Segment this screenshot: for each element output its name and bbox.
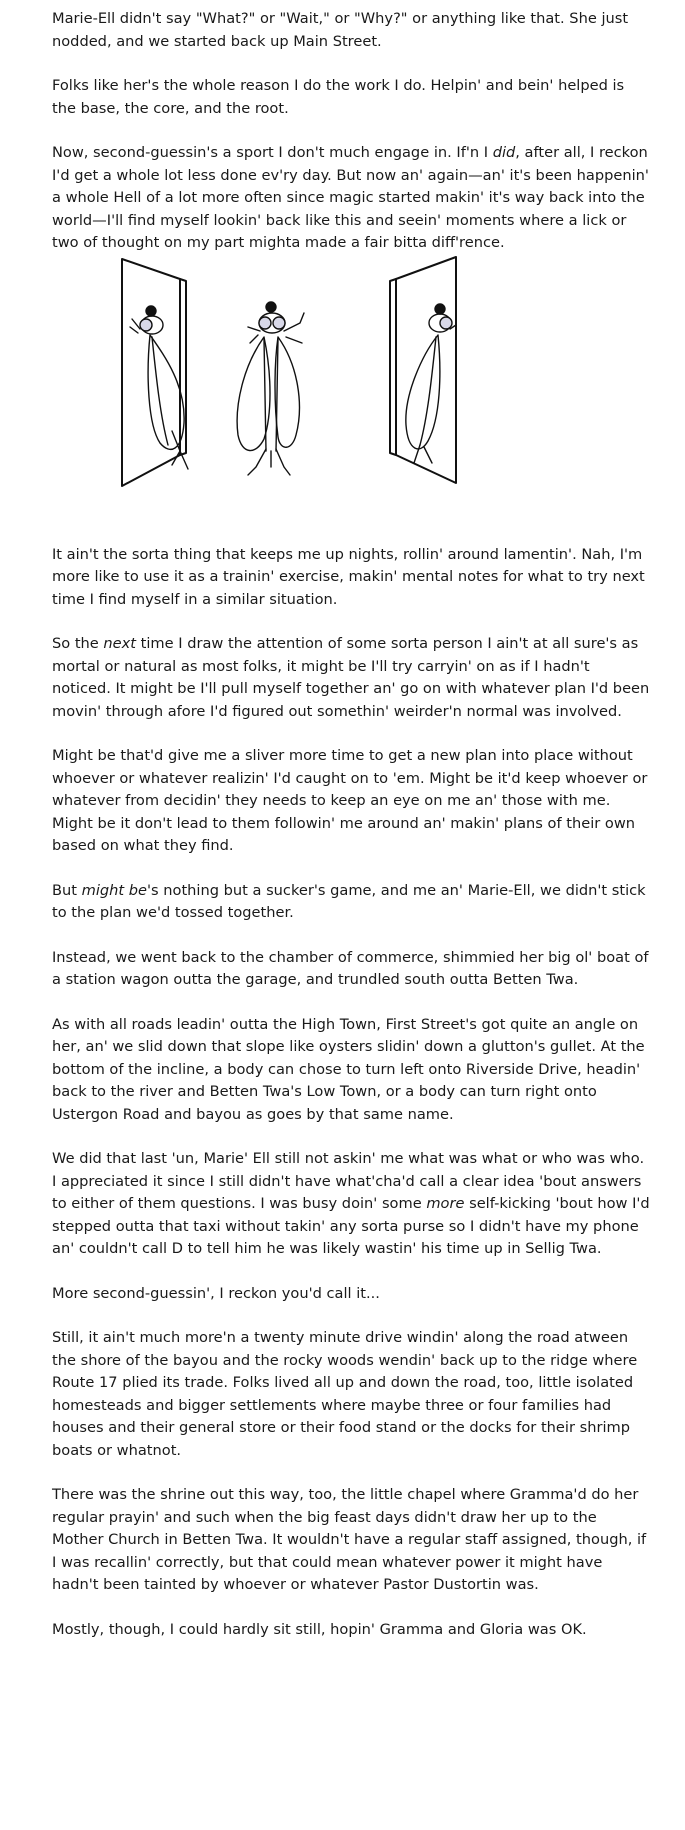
center-fly-icon <box>237 302 304 475</box>
paragraph: So the next time I draw the attention of some sorta person I ain't at all sure's as mortal or natural as most folks, it might be I'll try carryin' on as if I hadn't noticed. It might be I'll pull myself together an' go on with whatever plan I'd been movin' through afore I'd figured out somethin' weirder'n normal was involved. <box>52 635 650 720</box>
paragraph: Marie-Ell didn't say "What?" or "Wait," or "Why?" or anything like that. She just nodded, and we started back up Main Street. <box>52 10 629 50</box>
paragraph: Might be that'd give me a sliver more time to get a new plan into place without whoever or whatever realizin' I'd caught on to 'em. Might be it'd keep whoever or whatever from decidin' they needs to keep an eye on me an' those with me. Might be it don't lead to them followin' me around an' makin' plans of their own based on what they find. <box>52 747 648 854</box>
paragraph: Instead, we went back to the chamber of commerce, shimmied her big ol' boat of a station wagon outta the garage, and trundled south outta Betten Twa. <box>52 948 649 988</box>
paragraph: We did that last 'un, Marie' Ell still not askin' me what was what or who was who. I appreciated it since I still didn't have what'cha'd call a clear idea 'bout answers to either of them questions. I was busy doin' some more self-kicking 'bout how I'd stepped outta that taxi without takin' any sorta purse so I didn't have my phone an' couldn't call D to tell him he was likely wastin' his time up in Sellig Twa. <box>52 1150 650 1257</box>
right-mirror-icon <box>390 257 456 483</box>
left-mirror-icon <box>122 259 186 486</box>
paragraph: There was the shrine out this way, too, the little chapel where Gramma'd do her regular prayin' and such when the big feast days didn't draw her up to the Mother Church in Betten Twa. It wouldn't have a regular staff assigned, though, if I was recallin' correctly, but that could mean whatever power it might have hadn't been tainted by whoever or whatever Pastor Dustortin was. <box>52 1486 647 1593</box>
paragraph: Mostly, though, I could hardly sit still, hopin' Gramma and Gloria was OK. <box>52 1620 587 1638</box>
paragraph: It ain't the sorta thing that keeps me up nights, rollin' around lamentin'. Nah, I'm more like to use it as a trainin' exercise, makin' mental notes for what to try next time I find myself in a similar situation. <box>52 545 645 608</box>
paragraph: Still, it ain't much more'n a twenty minute drive windin' along the road atween the shore of the bayou and the rocky woods wendin' back up to the ridge where Route 17 plied its trade. Folks lived all up and down the road, too, little isolated homesteads and bigger settlements where maybe three or four families had houses and their general store or their food stand or the docks for their shrimp boats or whatnot. <box>52 1329 638 1459</box>
mirror-fly-illustration <box>52 255 652 540</box>
paragraph: More second-guessin', I reckon you'd call it... <box>52 1284 380 1302</box>
paragraph: Now, second-guessin's a sport I don't much engage in. If'n I did, after all, I reckon I'd get a whole lot less done ev'ry day. But now an' again—an' it's been happenin' a whole Hell of a lot more often since magic started makin' it's way back into the world—I'll find myself lookin' back like this and seein' moments where a lick or two of thought on my part mighta made a fair bitta diff'rence. <box>52 144 649 251</box>
story-text <box>52 8 652 1663</box>
paragraph: But might be's nothing but a sucker's game, and me an' Marie-Ell, we didn't stick to the plan we'd tossed together. <box>52 881 646 921</box>
paragraph: Folks like her's the whole reason I do the work I do. Helpin' and bein' helped is the base, the core, and the root. <box>52 77 625 117</box>
right-fly-icon <box>406 304 456 463</box>
paragraph: As with all roads leadin' outta the High Town, First Street's got quite an angle on her, an' we slid down that slope like oysters slidin' down a glutton's gullet. At the bottom of the incline, a body can chose to turn left onto Riverside Drive, headin' back to the river and Betten Twa's Low Town, or a body can turn right onto Ustergon Road and bayou as goes by that same name. <box>52 1015 645 1123</box>
